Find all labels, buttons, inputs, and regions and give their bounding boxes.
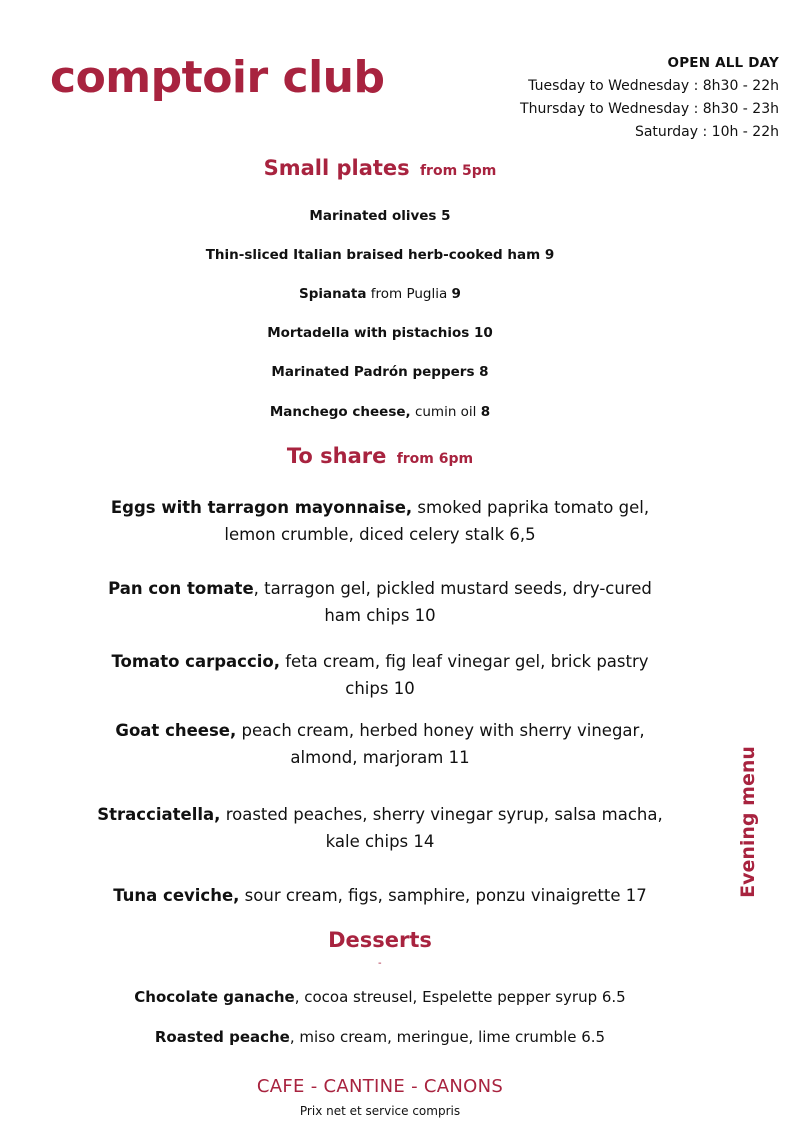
item-name: Pan con tomate [108,579,254,598]
menu-item [90,717,670,771]
menu-item [0,1027,760,1047]
menu-item [90,801,670,855]
item-price: 9 [451,286,461,302]
item-description: , tarragon gel, pickled mustard seeds, dry-cured ham chips 10 [253,579,652,625]
item-name: Mortadella with pistachios 10 [267,325,493,341]
hours-line: Saturday : 10h - 22h [634,124,779,140]
item-description: roasted peaches, sherry vinegar syrup, salsa macha, kale chips 14 [220,805,663,851]
menu-item [0,285,760,303]
hours-title: OPEN ALL DAY [667,55,779,71]
item-name: Eggs with tarragon mayonnaise, [110,498,413,517]
item-name: Manchego cheese, [269,404,411,420]
desserts-heading [0,928,760,952]
small-plates-heading [0,156,760,180]
item-name: Stracciatella, [97,805,221,824]
item-description: sour cream, figs, samphire, ponzu vinaigrette 17 [239,886,647,905]
opening-hours [520,52,779,144]
item-description: peach cream, herbed honey with sherry vinegar, almond, marjoram 11 [236,721,645,767]
item-name: Spianata [299,286,367,302]
menu-item [90,648,670,702]
desserts-divider: - [378,958,382,969]
hours-line: Thursday to Wednesday : 8h30 - 23h [520,101,779,117]
menu-item [0,403,760,421]
footer-note: Prix net et service compris [299,1104,461,1118]
item-description: feta cream, fig leaf vinegar gel, brick pastry chips 10 [279,652,649,698]
item-name: Marinated Padrón peppers 8 [271,364,489,380]
menu-item [0,324,760,342]
item-description: , miso cream, meringue, lime crumble 6.5 [289,1028,606,1046]
menu-item [0,207,760,225]
footer-tagline: CAFE - CANTINE - CANONS [256,1076,504,1097]
menu-item [90,882,670,909]
item-description: cumin oil [410,404,481,420]
to-share-heading [0,444,760,468]
menu-item [0,987,760,1007]
menu-item [0,363,760,381]
menu-item [0,246,760,264]
evening-menu-label: Evening menu [737,746,759,898]
hours-line: Tuesday to Wednesday : 8h30 - 22h [528,78,779,94]
menu-item [90,575,670,629]
menu-item [90,494,670,548]
section-subtitle: from 6pm [396,451,474,467]
item-name: Marinated olives 5 [309,208,451,224]
item-name: Tomato carpaccio, [111,652,280,671]
restaurant-name: comptoir club [50,52,385,103]
section-title: Desserts [328,928,432,952]
item-description: smoked paprika tomato gel, lemon crumble, diced celery stalk 6,5 [224,498,650,544]
item-name: Tuna ceviche, [113,886,240,905]
item-name: Chocolate ganache [134,988,295,1006]
item-name: Thin-sliced Italian braised herb-cooked ham 9 [205,247,555,263]
section-title: Small plates [263,156,410,180]
item-description: from Puglia [366,286,452,302]
item-name: Roasted peache [154,1028,290,1046]
item-name: Goat cheese, [115,721,237,740]
item-price: 8 [480,404,491,420]
item-description: , cocoa streusel, Espelette pepper syrup 6.5 [294,988,626,1006]
section-title: To share [286,444,387,468]
section-subtitle: from 5pm [419,163,497,179]
